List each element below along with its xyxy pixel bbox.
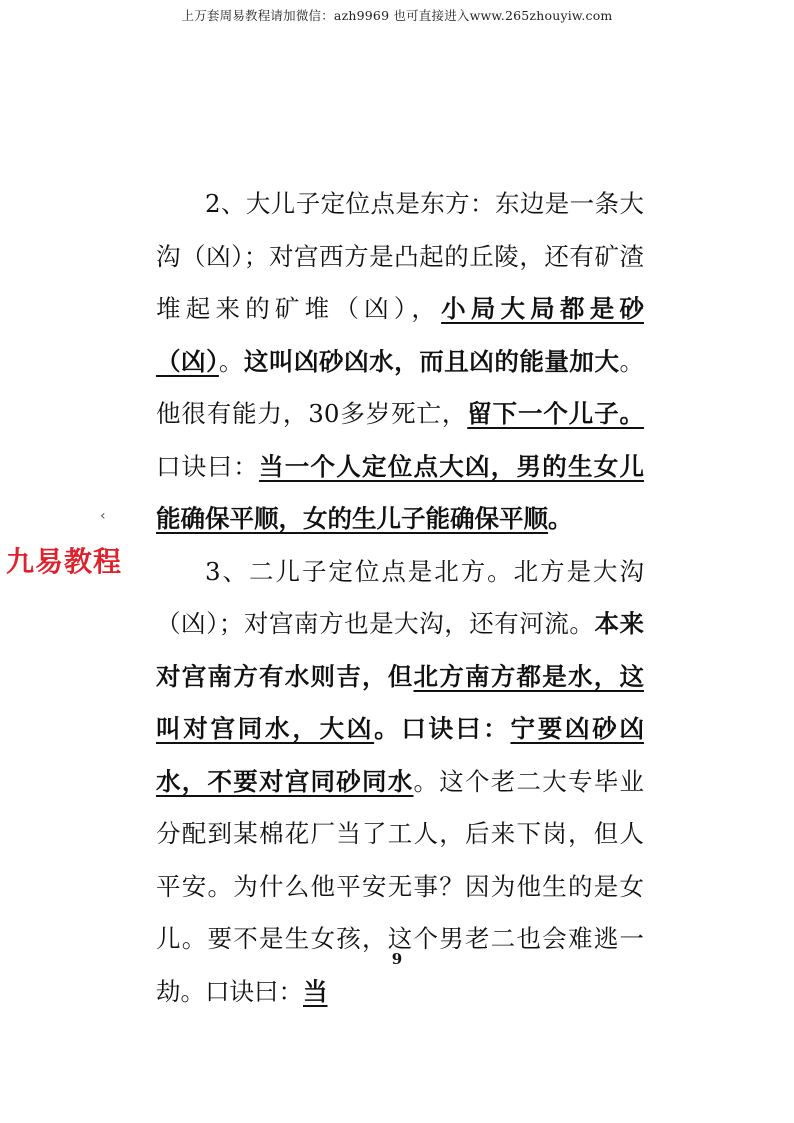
margin-mark: ‹ [100, 508, 106, 524]
emphasis-segment: 当一个人定位点大凶，男的生女儿能确保平顺，女的生儿子能确保平顺 [156, 451, 644, 533]
text-segment: 。 [548, 504, 573, 533]
watermark-logo: 九易教程 [6, 545, 123, 578]
text-segment: 3、二儿子定位点是北方。北方是大沟（凶）；对宫南方也是大沟，还有河流。 [156, 556, 644, 638]
paragraph-eldest-son [156, 178, 644, 546]
emphasis-segment: 北方南方都是水，这叫对宫同水，大凶 [156, 661, 644, 743]
text-segment: 。 [218, 346, 244, 376]
text-segment: 2、大儿子定位点是东方：东边是一条大沟（凶）；对宫西方是凸起的丘陵，还有矿渣堆起来的矿堆（凶）， [156, 189, 644, 323]
header-notice: 上万套周易教程请加微信：azh9969 也可直接进入www.265zhouyiw.com [181, 8, 613, 23]
bold-segment: 本来对宫南方有水则吉，但 [156, 609, 645, 691]
bold-segment: 这叫凶砂凶水，而且凶的能量加大 [243, 346, 620, 376]
emphasis-segment: 留下一个儿子。 [467, 399, 644, 428]
emphasis-segment: 当 [303, 976, 328, 1006]
bold-segment: 。口诀曰： [374, 714, 511, 743]
page-body [156, 178, 644, 1018]
text-segment: 。这个老二大专毕业分配到某棉花厂当了工人，后来下岗，但人平安。为什么他平安无事？因为他生的是女儿。要不是生女孩，这个男老二也会难逃一劫。口诀曰： [156, 766, 644, 1006]
paragraph-second-son [156, 546, 644, 1019]
text-segment: 口诀曰： [156, 451, 259, 481]
emphasis-segment: 小局大局都是砂（凶） [156, 294, 644, 376]
text-segment: 。他很有能力，30多岁死亡， [156, 346, 645, 428]
page-number: 9 [391, 950, 403, 968]
emphasis-segment: 宁要凶砂凶水，不要对宫同砂同水 [156, 714, 645, 796]
